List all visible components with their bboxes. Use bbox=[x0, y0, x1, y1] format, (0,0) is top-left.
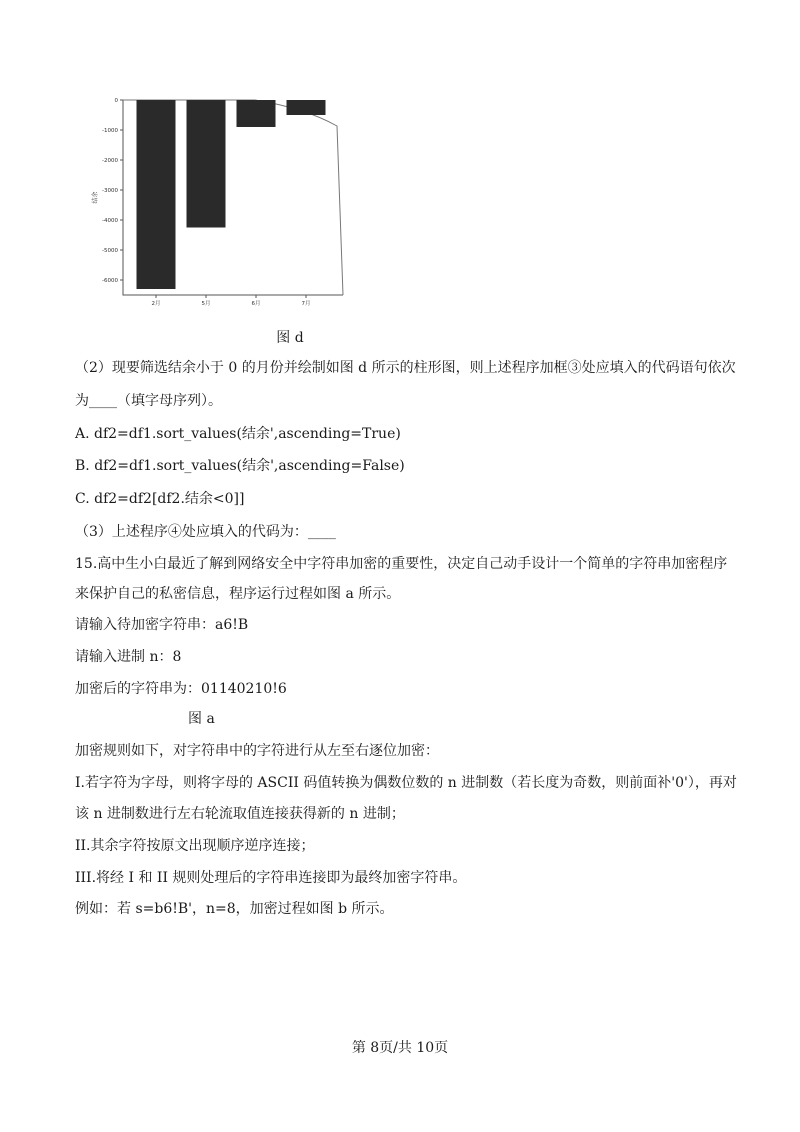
bar bbox=[287, 100, 326, 115]
q2-line-1: （2）现要筛选结余小于 0 的月份并绘制如图 d 所示的柱形图，则上述程序加框③处应填入的代码语句依次 bbox=[75, 360, 736, 376]
io-prompt-string: 请输入待加密字符串：a6!B bbox=[75, 617, 249, 633]
chart-svg bbox=[85, 90, 355, 325]
rule-3: III.将经 I 和 II 规则处理后的字符串连接即为最终加密字符串。 bbox=[75, 870, 467, 886]
rule-1-line-2: 该 n 进制数进行左右轮流取值连接获得新的 n 进制； bbox=[75, 806, 405, 822]
x-tick-label: 6月 bbox=[251, 301, 261, 307]
y-tick-label: -5000 bbox=[102, 248, 118, 254]
q3-text: （3）上述程序④处应填入的代码为：____ bbox=[75, 524, 336, 540]
example-text: 例如：若 s=b6!B'，n=8，加密过程如图 b 所示。 bbox=[75, 901, 394, 917]
y-tick-label: -3000 bbox=[102, 188, 118, 194]
y-tick-label: -1000 bbox=[102, 128, 118, 134]
q15-line-2: 来保护自己的私密信息，程序运行过程如图 a 所示。 bbox=[75, 586, 401, 602]
figure-a-caption: 图 a bbox=[188, 711, 215, 727]
bar bbox=[187, 100, 226, 228]
y-tick-label: -6000 bbox=[102, 278, 118, 284]
rule-2: II.其余字符按原文出现顺序逆序连接； bbox=[75, 838, 315, 854]
y-tick-label: -2000 bbox=[102, 158, 118, 164]
page-footer: 第 8页/共 10页 bbox=[351, 1040, 449, 1056]
q2-line-2: 为____（填字母序列）。 bbox=[75, 393, 222, 409]
q15-line-1: 15.高中生小白最近了解到网络安全中字符串加密的重要性，决定自己动手设计一个简单的字符串加密程序 bbox=[75, 556, 728, 572]
bar-chart bbox=[85, 90, 355, 325]
bar bbox=[137, 100, 176, 289]
y-tick-label: -4000 bbox=[102, 218, 118, 224]
rule-1-line-1: I.若字符为字母，则将字母的 ASCII 码值转换为偶数位数的 n 进制数（若长度为奇数，则前面补'0'），再对 bbox=[75, 775, 737, 791]
rule-intro: 加密规则如下，对字符串中的字符进行从左至右逐位加密： bbox=[75, 743, 439, 759]
x-tick-label: 7月 bbox=[301, 301, 311, 307]
q2-option-a: A. df2=df1.sort_values(结余',ascending=True) bbox=[75, 426, 401, 442]
y-axis-label: 结余 bbox=[92, 191, 99, 204]
x-tick-label: 2月 bbox=[151, 301, 161, 307]
chart-caption: 图 d bbox=[276, 330, 304, 346]
bar bbox=[237, 100, 276, 127]
q2-option-b: B. df2=df1.sort_values(结余',ascending=False) bbox=[75, 458, 405, 474]
x-tick-label: 5月 bbox=[201, 301, 211, 307]
io-output: 加密后的字符串为：01140210!6 bbox=[75, 681, 287, 697]
y-tick-label: 0 bbox=[114, 98, 118, 104]
q2-option-c: C. df2=df2[df2.结余<0]] bbox=[75, 491, 245, 507]
io-prompt-base: 请输入进制 n：8 bbox=[75, 649, 182, 665]
